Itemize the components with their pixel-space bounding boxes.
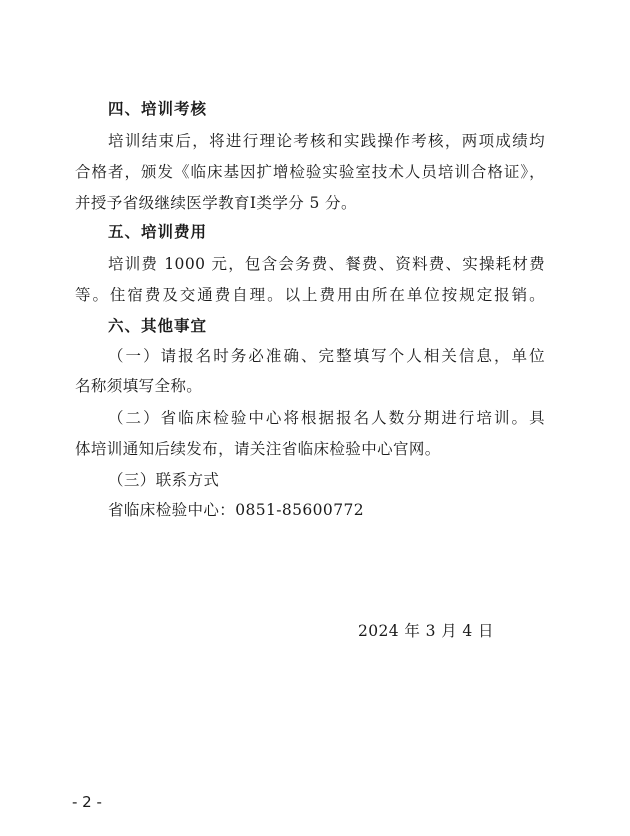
section-4-line-2: 合格者，颁发《临床基因扩增检验实验室技术人员培训合格证》， [75, 163, 545, 181]
section-6-heading: 六、其他事宜 [108, 317, 208, 335]
section-6-item-3: （三）联系方式 [108, 471, 220, 489]
section-6-item-1-line-2: 名称须填写全称。 [75, 377, 203, 395]
contact-line: 省临床检验中心：0851-85600772 [108, 501, 364, 519]
section-5-line-2: 等。住宿费及交通费自理。以上费用由所在单位按规定报销。 [75, 286, 545, 304]
page-number: - 2 - [72, 793, 102, 811]
section-4-heading: 四、培训考核 [108, 100, 208, 118]
section-5-heading: 五、培训费用 [108, 223, 208, 241]
section-6-item-2-line-2: 体培训通知后续发布，请关注省临床检验中心官网。 [75, 440, 441, 458]
section-5-line-1: 培训费 1000 元，包含会务费、餐费、资料费、实操耗材费 [108, 255, 545, 273]
section-6-item-2-line-1: （二）省临床检验中心将根据报名人数分期进行培训。具 [108, 409, 545, 427]
section-6-item-1-line-1: （一）请报名时务必准确、完整填写个人相关信息，单位 [108, 347, 545, 365]
section-4-line-1: 培训结束后，将进行理论考核和实践操作考核，两项成绩均 [108, 132, 545, 150]
section-4-line-3: 并授予省级继续医学教育Ⅰ类学分 5 分。 [75, 194, 357, 212]
document-date: 2024 年 3 月 4 日 [358, 622, 494, 640]
